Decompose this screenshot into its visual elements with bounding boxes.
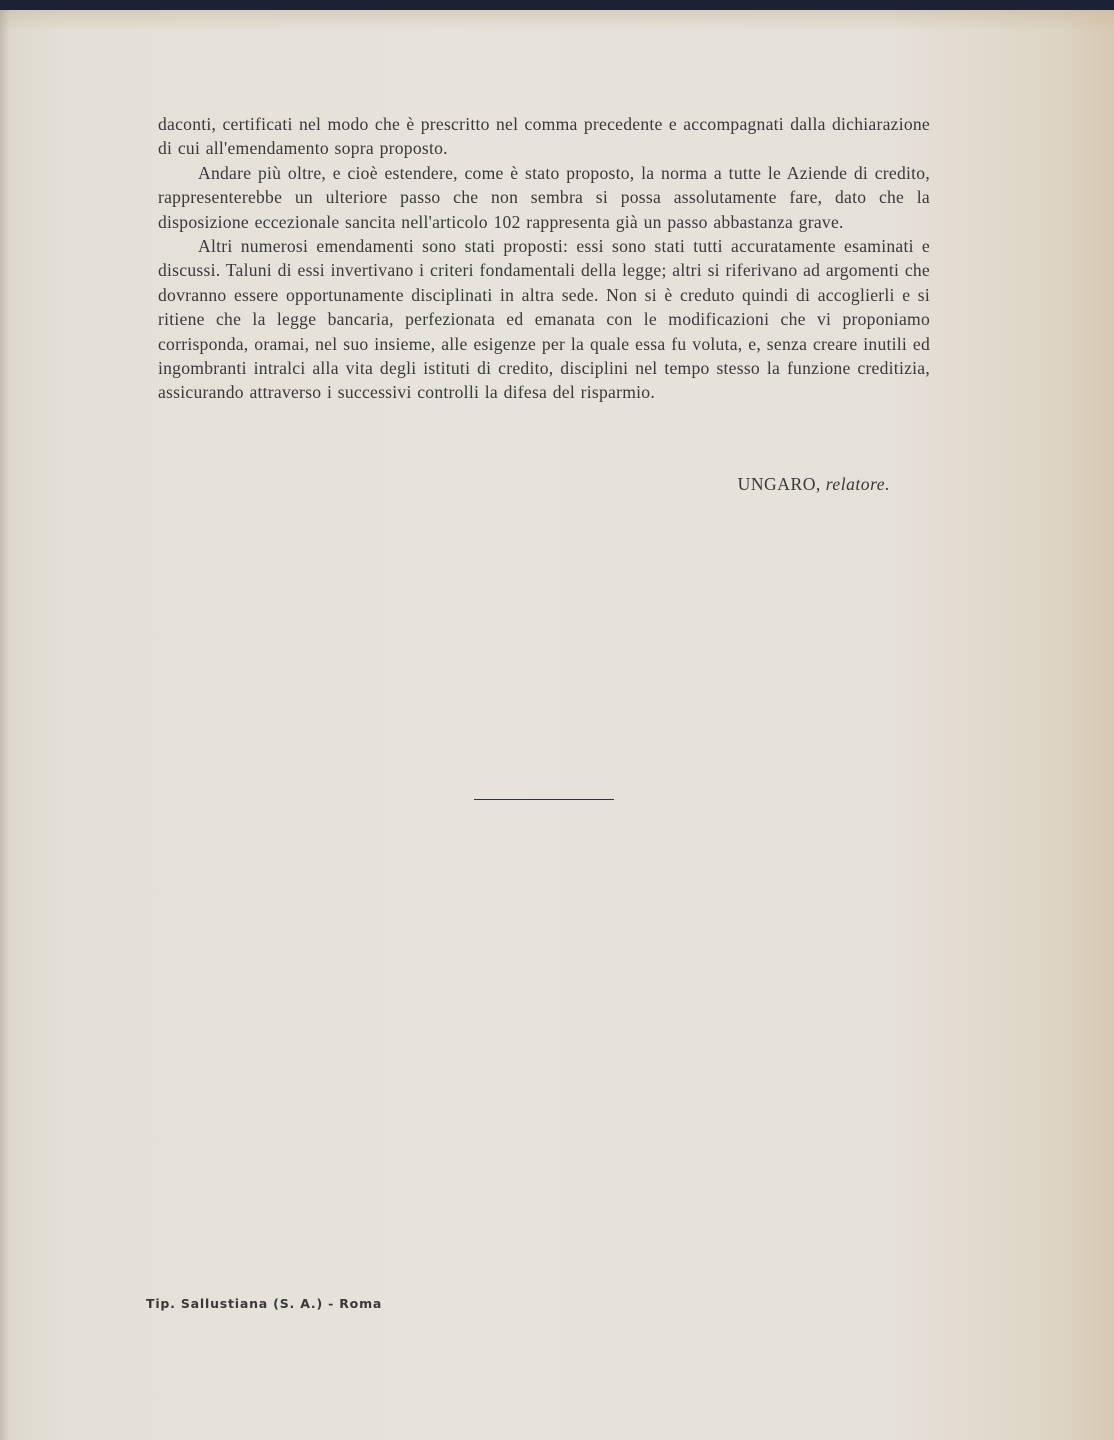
paragraph-amendments-conclusion: Altri numerosi emendamenti sono stati proposti: essi sono stati tutti accuratamente esaminati e discussi. Taluni di essi invertivano i criteri fondamentali della legge; altri si riferivano ad argomenti che dovranno essere opportunamente disciplinati in altra sede. Non si è creduto quindi di accoglierli e si ritiene che la legge bancaria, perfezionata ed emanata con le modificazioni che vi proponiamo corrisponda, oramai, nel suo insieme, alle esigenze per la quale essa fu voluta, e, senza creare inutili ed ingombranti intralci alla vita degli istituti di credito, disciplini nel tempo stesso la funzione creditizia, assicurando attraverso i successivi controlli la difesa del risparmio. [158,236,930,403]
paragraph-continuation: daconti, certificati nel modo che è prescritto nel comma precedente e accompagnati dalla dichiarazione di cui all'emendamento sopra proposto. [158,114,930,159]
signature-name: UNGARO, [737,474,821,494]
signature [738,474,890,495]
body-text [158,112,930,405]
signature-role: relatore. [825,474,890,494]
paragraph-extension-argument: Andare più oltre, e cioè estendere, come è stato proposto, la norma a tutte le Aziende di credito, rappresenterebbe un ulteriore passo che non sembra si possa assolutamente fare, dato che la disposizione eccezionale sancita nell'articolo 102 rappresenta già un passo abbastanza grave. [158,162,930,232]
printer-imprint: Tip. Sallustiana (S. A.) - Roma [146,1296,383,1311]
end-rule-divider [474,799,614,800]
page-edge-shadow [0,10,1114,32]
page-binding-shadow [0,10,10,1440]
document-page [0,10,1114,1440]
